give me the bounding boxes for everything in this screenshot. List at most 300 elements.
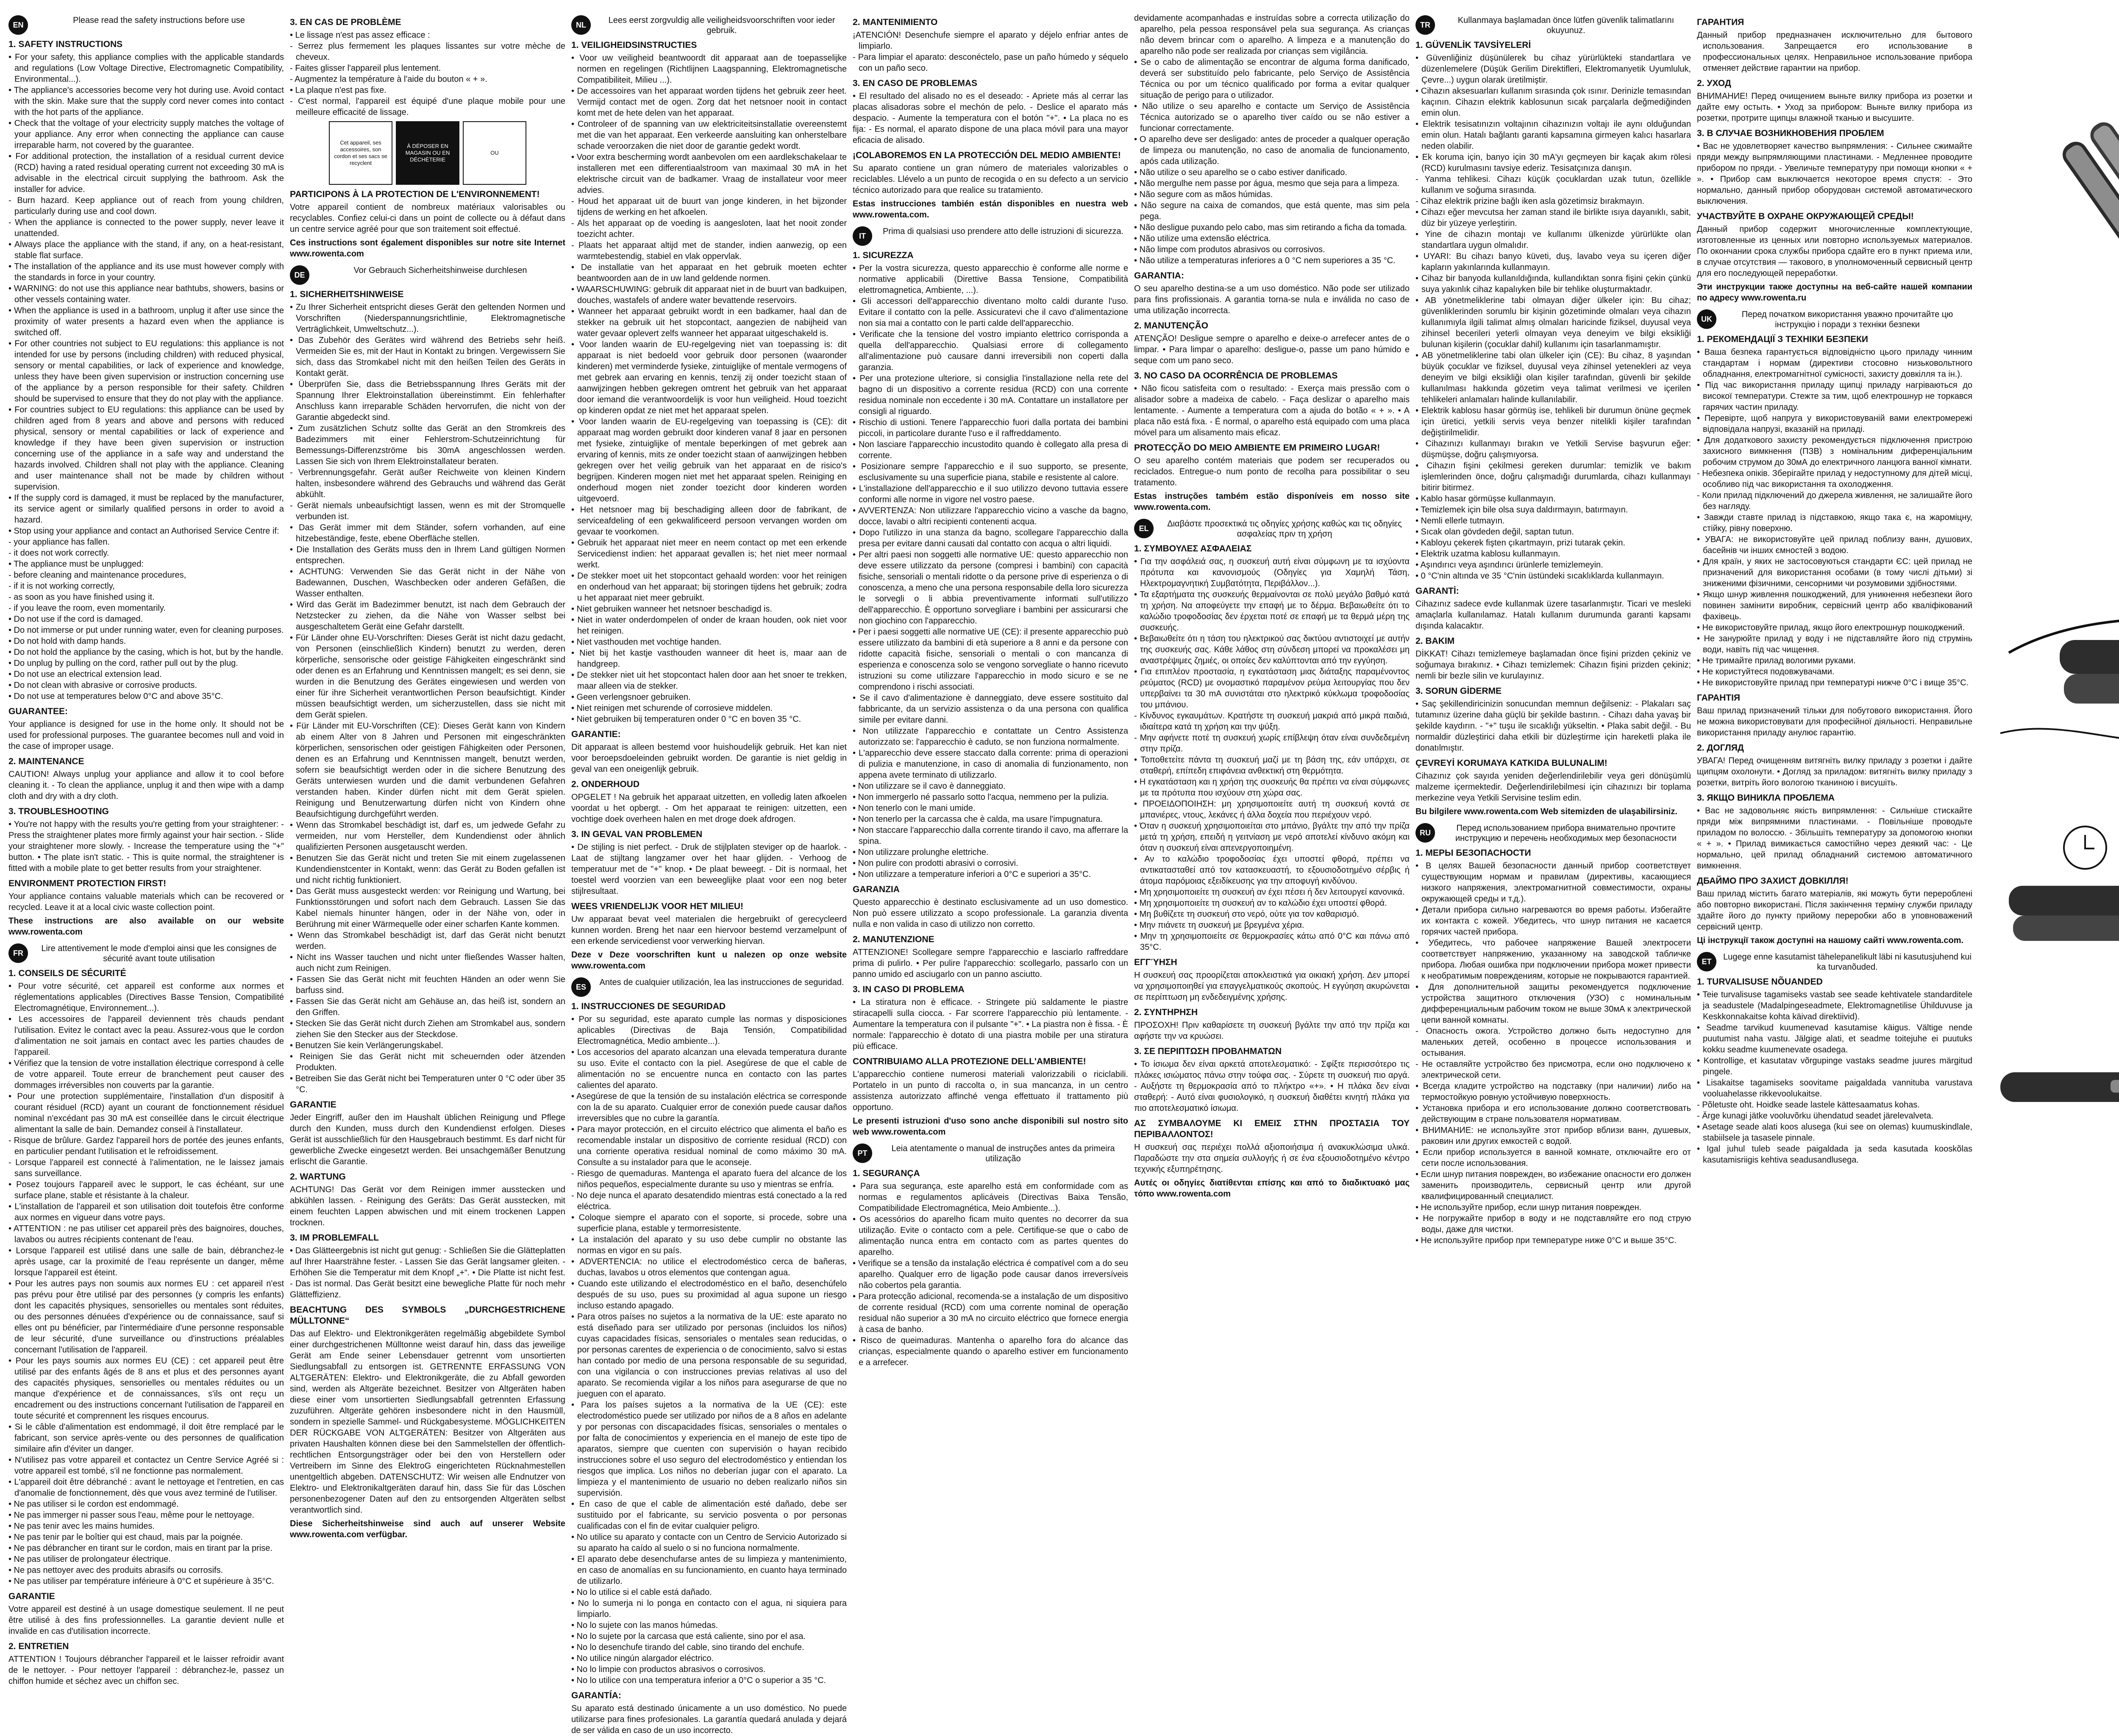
- instruction-line: • Voor extra bescherming wordt aanbevolen om een aardlekschakelaar te installeren met een differentiaalstroom van maximaal 30 mA in het elektrische circuit van de badkamer. Vraag de installateur voor meer advies.: [571, 153, 847, 195]
- subsection-heading: 3. TROUBLESHOOTING: [8, 807, 109, 816]
- instruction-line: - Burn hazard. Keep appliance out of reach from young children, particularly during use and cool down.: [8, 196, 284, 216]
- instruction-line: • Niet in water onderdompelen of onder de kraan houden, ook niet voor het reinigen.: [571, 615, 847, 636]
- instruction-line: • Verificate che la tensione del vostro impianto elettrico corrisponda a quella dell'apparecchio. Qualsiasi errore di collegamento all'alimentazione può causare danni irreversibili non coperti dalla garanzia.: [853, 330, 1128, 372]
- subsection-heading: 2. MANUTENÇÃO: [1134, 321, 1209, 331]
- instruction-line: • Reinigen Sie das Gerät nicht mit scheuernden oder ätzenden Produkten.: [290, 1052, 565, 1072]
- section-heading: 1. VEILIGHEIDSINSTRUCTIES: [571, 40, 697, 50]
- instruction-line: • Não utilize a temperaturas inferiores a 0 °C nem superiores a 35 °C.: [1134, 256, 1396, 265]
- subsection-heading: 2. УХОД: [1697, 78, 1731, 88]
- instruction-line: • Fassen Sie das Gerät nicht am Gehäuse an, das heiß ist, sondern an den Griffen.: [290, 997, 565, 1017]
- instruction-line: Данный прибор предназначен исключительно для бытового использования. Запрещается его использование в профессиональных целях. Неправильное использование прибора отменяет действие гарантии на прибор.: [1697, 31, 1972, 73]
- website-note: Bu bilgilere www.rowenta.com Web sitemizden de ulaşabilirsiniz.: [1415, 807, 1677, 816]
- website-note: Estas instrucciones también están disponibles en nuestra web www.rowenta.com.: [853, 199, 1128, 220]
- subsection-text: OPGELET ! Na gebruik het apparaat uitzetten, en volledig laten afkoelen voordat u het opbergt. - Om het apparaat te reinigen: uitzetten, een vochtige doek overheen halen en met droge doek afdrogen.: [571, 793, 847, 824]
- section-heading: 1. SAFETY INSTRUCTIONS: [8, 39, 123, 49]
- subsection-text: Ваш прилад призначений тільки для побутового використання. Його не можна використовувати для професійної діяльності. Неправильне використання приладу анулює гарантію.: [1697, 706, 1972, 737]
- instruction-line: • For countries subject to EU regulations: this appliance can be used by children aged from 8 years and above and persons with reduced physical, sensory or mental capabilities or lack of experience and knowledge if they have been given supervision or instruction concerning use of the appliance in a safe way and understand the hazards involved. Children shall not play with the appliance. Cleaning and user maintenance shall not be made by children without supervision.: [8, 405, 284, 492]
- subsection-heading: 2. MANUTENZIONE: [853, 935, 934, 944]
- language-section: [1134, 13, 1410, 513]
- subsection-text: CAUTION! Always unplug your appliance and allow it to cool before cleaning it. - To clean the appliance, unplug it and then wipe with a damp cloth and dry with a dry cloth.: [8, 770, 284, 801]
- instruction-line: • Pour les autres pays non soumis aux normes EU : cet appareil n'est pas prévu pour être utilisé par des personnes (y compris les enfants) dont les capacités physiques, sensorielles ou mentales sont réduites, ou des personnes dénuées d'expérience ou de connaissance, sauf si elles ont pu bénéficier, par l'intermédiaire d'une personne responsable de leur sécurité, d'une surveillance ou d'instructions préalables concernant l'utilisation de l'appareil.: [8, 1279, 284, 1355]
- instruction-line: • The appliance's accessories become very hot during use. Avoid contact with the skin. Make sure that the supply cord never comes into contact with the hot parts of the appliance.: [8, 86, 284, 117]
- instruction-line: • 0 °C'nin altında ve 35 °C'nin üstündeki sıcaklıklarda kullanmayın.: [1415, 571, 1664, 581]
- instruction-line: • Τα εξαρτήματα της συσκευής θερμαίνονται σε πολύ μεγάλο βαθμό κατά τη χρήση. Να αποφεύγετε την επαφή με το δέρμα. Βεβαιωθείτε ότι το καλώδιο τροφοδοσίας δεν έρχεται ποτέ σε επαφή με τα θερμά μέρη της συσκευής.: [1134, 590, 1410, 632]
- subsection-text: ACHTUNG! Das Gerät vor dem Reinigen immer ausstecken und abkühlen lassen. - Reinigung des Geräts: Das Gerät ausstecken, mit einem feuchten Lappen abwischen und mit einem trockenen Lappen trocknen.: [290, 1185, 565, 1227]
- instruction-line: • Het netsnoer mag bij beschadiging alleen door de fabrikant, de serviceafdeling of een gekwalificeerd persoon vervangen worden om gevaar te voorkomen.: [571, 505, 847, 537]
- instruction-line: • Posez toujours l'appareil avec le support, le cas échéant, sur une surface plane, stable et résistante à la chaleur.: [8, 1180, 284, 1200]
- instruction-line: • AVVERTENZA: Non utilizzare l'apparecchio vicino a vasche da bagno, docce, lavabi o altri recipienti contenenti acqua.: [853, 506, 1128, 526]
- instruction-line: • Nicht ins Wasser tauchen und nicht unter fließendes Wasser halten, auch nicht zum Reinigen.: [290, 953, 565, 973]
- language-badge: IT: [853, 226, 872, 246]
- subsection-text: Dit apparaat is alleen bestemd voor huishoudelijk gebruik. Het kan niet voor beroepsdoeleinden gebruikt worden. De garantie is niet geldig in geval van een oneigenlijk gebruik.: [571, 743, 847, 774]
- instruction-line: • No utilice su aparato y contacte con un Centro de Servicio Autorizado si su aparato ha caído al suelo o si no funciona normalmente.: [571, 1533, 847, 1553]
- section-heading: 1. РЕКОМЕНДАЦІЇ З ТЕХНІКИ БЕЗПЕКИ: [1697, 334, 1868, 344]
- website-note: Estas instruções também estão disponíveis em nosso site www.rowenta.com.: [1134, 492, 1410, 512]
- instruction-line: • Das Zubehör des Gerätes wird während des Betriebs sehr heiß. Vermeiden Sie es, mit der Haut in Kontakt zu bringen. Vergewissern Sie sich, dass das Stromkabel nicht mit den heißen Teilen des Geräts in Kontakt gerät.: [290, 336, 565, 378]
- language-intro: Перед початком використання уважно прочитайте цю інструкцію і поради з техніки безпеки: [1741, 310, 1953, 329]
- instruction-line: • Cuando este utilizando el electrodoméstico en el baño, desenchúfelo después de su uso, pues su proximidad al agua supone un riesgo incluso estando apagado.: [571, 1279, 847, 1310]
- instruction-line: devidamente acompanhadas e instruídas sobre a correcta utilização do aparelho, pela pessoa responsável pela sua segurança. As crianças não devem brincar com o aparelho. A limpeza e a manutenção do aparelho não pode ser realizada por crianças sem vigilância.: [1134, 14, 1410, 56]
- language-header: [571, 977, 847, 997]
- instruction-line: • Não desligue puxando pelo cabo, mas sim retirando a ficha da tomada.: [1134, 223, 1407, 232]
- instruction-line: • La plaque n'est pas fixe.: [290, 86, 387, 95]
- instruction-line: • Не використовуйте прилад при температурі нижче 0°C і вище 35°C.: [1697, 678, 1969, 687]
- instruction-line: • Os acessórios do aparelho ficam muito quentes no decorrer da sua utilização. Evite o contacto com a pele. Certifique-se que o cabo de alimentação nunca entra em contacto com as partes quentes do aparelho.: [853, 1215, 1128, 1257]
- instruction-line: • Zu Ihrer Sicherheit entspricht dieses Gerät den geltenden Normen und Vorschriften (Niederspannungsrichtlinie, Elektromagnetische Verträglichkeit, Umweltschutz...).: [290, 303, 565, 334]
- instruction-line: • Η εγκατάσταση και η χρήση της συσκευής θα πρέπει να είναι σύμφωνες με τα πρότυπα που ισχύουν στη χώρα σας.: [1134, 777, 1410, 798]
- instruction-line: • Ne pas utiliser par température inférieure à 0°C et supérieure à 35°C.: [8, 1577, 274, 1586]
- instruction-line: • Μη χρησιμοποιείτε τη συσκευή αν το καλώδιο έχει υποστεί φθορά.: [1134, 899, 1387, 908]
- subsection-text: • La stiratura non è efficace. - Stringete più saldamente le piastre stiracapelli sulla ciocca. - Far scorrere l'apparecchio più lentamente. - Aumentare la temperatura con il pulsante "+". • La piastra non è fissa. - È normale: l'apparecchio è dotato di una piastra mobile per una stiratura più efficace.: [853, 998, 1128, 1051]
- instruction-line: • Per la vostra sicurezza, questo apparecchio è conforme alle norme e normative applicabili (Direttive Bassa Tensione, Compatibilità elettromagnetica, Ambiente, ...).: [853, 264, 1128, 295]
- instruction-line: • If the supply cord is damaged, it must be replaced by the manufacturer, its service agent or similarly qualified persons in order to avoid a hazard.: [8, 493, 284, 525]
- instruction-line: • Niet gebruiken bij temperaturen onder 0 °C en boven 35 °C.: [571, 715, 801, 724]
- language-badge: ET: [1697, 952, 1716, 971]
- subsection-heading: 3. ΣΕ ΠΕΡΙΠΤΩΣΗ ΠΡΟΒΛΗΜΑΤΩΝ: [1134, 1046, 1282, 1056]
- instruction-line: • Los accesorios del aparato alcanzan una elevada temperatura durante su uso. Evite el contacto con la piel. Asegúrese de que el cable de alimentación no se encuentre nunca en contacto con las partes calientes del aparato.: [571, 1048, 847, 1090]
- instruction-line: • Для додаткового захисту рекомендується підключення пристрою захисного вимкнення (ПЗВ) з номінальним диференціальним робочим струмом до 30мА до електричного ланцюга ванної кімнати.: [1697, 436, 1972, 467]
- instruction-line: - it does not work correctly.: [8, 548, 109, 558]
- instruction-line: • Sıcak olan gövdeden değil, saptan tutun.: [1415, 527, 1574, 537]
- instruction-line: • Die Installation des Geräts muss den in Ihrem Land gültigen Normen entsprechen.: [290, 545, 565, 565]
- instruction-line: - Als het apparaat op de voeding is aangesloten, laat het nooit zonder toezicht achter.: [571, 219, 847, 239]
- instruction-line: • Wanneer het apparaat gebruikt wordt in een badkamer, haal dan de stekker na gebruik uit het stopcontact, aangezien de nabijheid van water gevaar oplevert zelfs wanneer het apparaat uitgeschakeld is.: [571, 307, 847, 338]
- section-heading: 1. SICUREZZA: [853, 250, 914, 260]
- subsection-heading: GARANTÍA:: [571, 1691, 621, 1700]
- instruction-line: • AB yönetmeliklerine tabi olmayan diğer ülkeler için: Bu cihaz; güvenliklerinden sorumlu bir kişinin gözetiminde olmaları veya cihazın kullanımıyla ilgili talimat almış olmaları haricinde fiziksel, duyusal veya zihinsel becerileri yeterli olmayan veya deneyim ve bilgi eksikliği bulunan kişilerin (çocuklar dahil) kullanımı için tasarlanmamıştır.: [1415, 296, 1691, 349]
- instruction-line: - Gerät niemals unbeaufsichtigt lassen, wenn es mit der Stromquelle verbunden ist.: [290, 501, 565, 521]
- instruction-line: • Voor landen waarin de EU-regelgeving niet van toepassing is: dit apparaat is niet bedoeld voor gebruik door personen (waaronder kinderen) met verminderde fysieke, zintuiglijke of mentale vermogens of met gebrek aan ervaring en kennis, tenzij zij onder toezicht staan of aanwijzingen hebben gekregen omtrent het gebruik van het apparaat door iemand die verantwoordelijk is voor hun veiligheid. Houd toezicht op kinderen opdat ze niet met het apparaat spelen.: [571, 340, 847, 415]
- instruction-line: • Не використовуйте прилад, якщо його електрошнур пошкоджений.: [1697, 623, 1965, 632]
- section-heading: 2. MANTENIMIENTO: [853, 17, 938, 27]
- instruction-line: • Если шнур питания поврежден, во избежание опасности его должен заменить производитель, сервисный центр или другой квалифицированный специалист.: [1415, 1170, 1691, 1201]
- instruction-line: • Se il cavo d'alimentazione è danneggiato, deve essere sostituito dal fabbricante, da un servizio assistenza o da una persona con qualifica simile per evitare danni.: [853, 693, 1128, 725]
- language-section: [853, 1143, 1128, 1368]
- website-note: Le presenti istruzioni d'uso sono anche disponibili sul nostro sito web www.rowenta.com: [853, 1116, 1128, 1137]
- instruction-line: - if it is not working correctly,: [8, 581, 115, 591]
- language-section: [8, 15, 284, 938]
- subsection-text: Jeder Eingriff, außer den im Haushalt üblichen Reinigung und Pflege durch den Kunden, muss durch den Kundendienst erfolgen. Dieses Gerät ist ausschließlich für den Hausgebrauch bestimmt. Es darf nicht für gewerbliche Zwecke eingesetzt werden. Bei unsachgemäßer Benutzung erlischt die Garantie.: [290, 1113, 565, 1166]
- subsection-text: L'apparecchio contiene numerosi materiali valorizzabili o riciclabili. Portatelo in un punto di raccolta o, in sua mancanza, in un centro assistenza autorizzato affinché venga effettuato il trattamento più opportuno.: [853, 1070, 1128, 1112]
- instruction-line: • N'utilisez pas votre appareil et contactez un Centre Service Agréé si : votre appareil est tombé, s'il ne fonctionne pas normalement.: [8, 1455, 284, 1476]
- instruction-line: - Serrez plus fermement les plaques lissantes sur votre mèche de cheveux.: [290, 42, 565, 62]
- subsection-text: ВНИМАНИЕ! Перед очищением выньте вилку прибора из розетки и дайте ему остыть. • Уход за прибором: Выньте вилку прибора из розетки, протрите щипцы влажной тканью и высушите.: [1697, 92, 1972, 123]
- subsection-heading: GUARANTEE:: [8, 707, 68, 716]
- subsection-heading: ENVIRONMENT PROTECTION FIRST!: [8, 879, 167, 888]
- language-section: [1697, 309, 1972, 946]
- instruction-line: • No lo desenchufe tirando del cable, sino tirando del enchufe.: [571, 1643, 804, 1652]
- subsection-heading: 3. SORUN GİDERME: [1415, 686, 1502, 696]
- section-heading: 1. SICHERHEITSHINWEISE: [290, 289, 404, 299]
- section-heading: 1. CONSEILS DE SÉCURITÉ: [8, 968, 126, 978]
- instruction-line: - Plaats het apparaat altijd met de stander, indien aanwezig, op een warmtebestendig, stabiel en vlak oppervlak.: [571, 241, 847, 261]
- instruction-line: • Aşındırıcı veya aşındırıcı ürünlerle temizlemeyin.: [1415, 560, 1603, 570]
- subsection-text: ΠΡΟΣΟΧΗ! Πριν καθαρίσετε τη συσκευή βγάλτε την από την πρίζα και αφήστε την να κρυώσει.: [1134, 1021, 1410, 1041]
- website-note: Deze v Deze voorschriften kunt u nalezen op onze website www.rowenta.com: [571, 950, 847, 971]
- instruction-line: • Dopo l'utilizzo in una stanza da bagno, scollegare l'apparecchio dalla presa per evitare danni causati dal contatto con acqua o altri liquidi.: [853, 528, 1128, 548]
- instruction-line: • No lo sumerja ni lo ponga en contacto con el agua, ni siquiera para limpiarlo.: [571, 1599, 847, 1619]
- language-badge: RU: [1415, 823, 1435, 843]
- instruction-line: • Risco de queimaduras. Mantenha o aparelho fora do alcance das crianças, especialmente quando o aparelho estiver em funcionamento e a arrefecer.: [853, 1336, 1128, 1367]
- language-intro: Please read the safety instructions before use: [73, 16, 245, 25]
- instruction-line: • La instalación del aparato y su uso debe cumplir no obstante las normas en vigor en su país.: [571, 1235, 847, 1255]
- language-header: [290, 265, 565, 285]
- instruction-line: • Niet reinigen met schurende of corrosieve middelen.: [571, 704, 773, 713]
- instruction-line: • Убедитесь, что рабочее напряжение Вашей электросети соответствует напряжению, указанному на заводской табличке прибора. Любая ошибка при подключении прибора может привести к необратимым повреждениям, которые не покрываются гарантией.: [1415, 938, 1691, 981]
- language-header: [1415, 823, 1691, 843]
- instruction-line: - Опасность ожога. Устройство должно быть недоступно для маленьких детей, особенно в процессе использования и остывания.: [1415, 1027, 1691, 1058]
- instruction-line: • Coloque siempre el aparato con el soporte, si procede, sobre una superficie plana, estable y termorresistente.: [571, 1213, 847, 1233]
- instruction-line: • For additional protection, the installation of a residual current device (RCD) having a rated residual operating current not exceeding 30 mA is advisable in the electrical circuit supplying the bathroom. Ask the installer for advice.: [8, 152, 284, 194]
- language-badge: EL: [1134, 519, 1154, 538]
- subsection-heading: 3. IN GEVAL VAN PROBLEMEN: [571, 829, 703, 839]
- instruction-line: - as soon as you have finished using it.: [8, 593, 155, 602]
- instruction-line: - before cleaning and maintenance procedures,: [8, 570, 186, 580]
- instruction-line: • L'apparecchio deve essere staccato dalla corrente: prima di operazioni di pulizia e manutenzione, in caso di anomalia di funzionamento, non appena avete terminato di utilizzarlo.: [853, 748, 1128, 780]
- recycling-pictogram: [290, 121, 565, 185]
- instruction-line: • Para sua segurança, este aparelho está em conformidade com as normas e regulamentos aplicáveis (Directivas Baixa Tensão, Compatibilidade Electromagnética, Meio Ambiente...).: [853, 1182, 1128, 1213]
- text-column: [571, 13, 847, 1735]
- instruction-line: • No utilice ningún alargador eléctrico.: [571, 1654, 714, 1663]
- instruction-line: • Elektrik uzatma kablosu kullanmayın.: [1415, 549, 1560, 559]
- subsection-text: • Saç şekillendiricinizin sonucundan memnun değilseniz: - Plakaları saç tutamınız üzerine daha güçlü bir şekilde bastırın. - Cihazı daha yavaş bir şekilde kaydırın. - "+" tuşu ile sıcaklığı yükseltin. • Plaka sabit değil. - Bu normaldir düzleştirici daha etkili bir düzleştirme için hareketli plaka ile donatılmıştır.: [1415, 699, 1691, 753]
- instruction-line: - if you leave the room, even momentarily.: [8, 604, 166, 613]
- language-intro: Kullanmaya başlamadan önce lütfen güvenlik talimatlarını okuyunuz.: [1457, 16, 1674, 35]
- subsection-heading: GARANTIE: [290, 1100, 336, 1110]
- website-note: Diese Sicherheitshinweise sind auch auf unserer Website www.rowenta.com verfügbar.: [290, 1519, 565, 1539]
- instruction-line: • AB yönetmeliklerine tabi olan ülkeler için (CE): Bu cihaz, 8 yaşından büyük çocuklar ve fiziksel, duyusal veya zihinsel yetenekleri az veya deneyim ve bilgi eksikliği olan kişiler tarafından, güvenli bir şekilde kullanılması hakkında gözetim veya talimat verilmesi ve içerilen tehlikeleri anlamaları halinde kullanılabilir.: [1415, 351, 1691, 404]
- instruction-line: • Überprüfen Sie, dass die Betriebsspannung Ihres Geräts mit der Spannung Ihrer Elektroinstallation übereinstimmt. Ein fehlerhafter Anschluss kann irreparable Schäden hervorrufen, die nicht von der Garantie abgedeckt sind.: [290, 380, 565, 422]
- subsection-text: Questo apparecchio è destinato esclusivamente ad un uso domestico. Non può essere utilizzato a scopo professionale. La garanzia diventa nulla e non valida in caso di utilizzo non corretto.: [853, 898, 1128, 929]
- instruction-line: • L'appareil doit être débranché : avant le nettoyage et l'entretien, en cas d'anomalie de fonctionnement, dès que vous avez terminé de l'utiliser.: [8, 1477, 284, 1498]
- instruction-line: • Elektrik tesisatınızın voltajının cihazınızın voltajı ile aynı olduğundan emin olun. Hatalı bağlantı garanti kapsamına girmeyen kalıcı hasarlara neden olabilir.: [1415, 120, 1691, 151]
- subsection-text: Cihazınız sadece evde kullanmak üzere tasarlanmıştır. Ticari ve mesleki amaçlarla kullanılamaz. Hatalı kullanım durumunda garanti kapsamı dışında kalacaktır.: [1415, 599, 1691, 631]
- recycling-text: À DÉPOSER EN MAGASIN OU EN DÉCHÈTERIE: [396, 121, 459, 185]
- language-section: [290, 265, 565, 1540]
- instruction-line: • Ваша безпека гарантується відповідністю цього приладу чинним стандартам і нормам (директиви стосовно низьковольтного обладнання, електромагнітної сумісності, захисту довкілля та ін.).: [1697, 348, 1972, 379]
- instruction-line: • Non tenerlo per la carcassa che è calda, ma usare l'impugnatura.: [853, 815, 1103, 824]
- subsection-heading: 2. ΣΥΝΤΗΡΗΣΗ: [1134, 1007, 1198, 1017]
- instruction-line: • Le lissage n'est pas assez efficace :: [290, 31, 430, 40]
- instruction-line: • Αν το καλώδιο τροφοδοσίας έχει υποστεί φθορά, πρέπει να αντικατασταθεί από τον κατασκευαστή, το εξουσιοδοτημένο σέρβις ή άτομα παρόμοιας εξειδίκευσης για την αποφυγή κινδύνου.: [1134, 854, 1410, 886]
- instruction-line: • Για την ασφάλειά σας, η συσκευή αυτή είναι σύμφωνη με τα ισχύοντα πρότυπα και κανονισμούς (Οδηγίες για Χαμηλή Τάση, Ηλεκτρομαγνητική Συμβατότητα, Περιβάλλον...).: [1134, 557, 1410, 588]
- instruction-line: - Houd het apparaat uit de buurt van jonge kinderen, in het bijzonder tijdens de werking en het afkoelen.: [571, 197, 847, 217]
- subsection-text: O seu aparelho destina-se a um uso doméstico. Não pode ser utilizado para fins profissionais. A garantia torna-se nula e inválida no caso de uma utilização incorrecta.: [1134, 284, 1410, 315]
- language-intro: Leia atentamente o manual de instruções antes da primeira utilização: [891, 1144, 1115, 1163]
- instruction-line: • Para los países sujetos a la normativa de la UE (CE): este electrodoméstico puede ser utilizado por niños de a 8 años en adelante y por personas con discapacidades físicas, sensoriales o mentales o por falta de conocimientos y experiencia en el manejo de este tipo de aparatos, siempre que cuenten con supervisión o hayan recibido instrucciones sobre el uso seguro del electrodoméstico y entiendan los riesgos que implica. Los niños no deberían jugar con el aparato. La limpieza y el mantenimiento de usuario no deben realizarlo niños sin supervisión.: [571, 1400, 847, 1498]
- instruction-line: • Güvenliğiniz düşünülerek bu cihaz yürürlükteki standartlara ve düzenlemelere (Düşük Gerilim Direktifleri, Elektromanyetik Uyumluluk, Çevre...) uygun olarak üretilmiştir.: [1415, 53, 1691, 85]
- instruction-line: • Fassen Sie das Gerät nicht mit feuchten Händen an oder wenn Sie barfuss sind.: [290, 975, 565, 995]
- instruction-line: - Cihaz elektrik prizine bağlı iken asla gözetimsiz bırakmayın.: [1415, 197, 1645, 206]
- instruction-line: - Risque de brûlure. Gardez l'appareil hors de portée des jeunes enfants, en particulier pendant l'utilisation et le refroidissement.: [8, 1136, 284, 1156]
- instruction-line: • Não segure com as mãos húmidas.: [1134, 190, 1273, 199]
- instruction-line: • Μην τη χρησιμοποιείτε σε θερμοκρασίες κάτω από 0°C και πάνω από 35°C.: [1134, 932, 1410, 952]
- instruction-line: • El aparato debe desenchufarse antes de su limpieza y mantenimiento, en caso de anomalías en su funcionamiento, en cuanto haya terminado de utilizarlo.: [571, 1555, 847, 1586]
- instruction-line: • Rischio di ustioni. Tenere l'apparecchio fuori dalla portata dei bambini piccoli, in particolare durante l'uso e il raffreddamento.: [853, 418, 1128, 438]
- instruction-line: - When the appliance is connected to the power supply, never leave it unattended.: [8, 218, 284, 238]
- subsection-heading: GARANZIA: [853, 885, 900, 894]
- subsection-text: Das auf Elektro- und Elektronikgeräten regelmäßig abgebildete Symbol einer durchgestrichenen Mülltonne weist darauf hin, dass das jeweilige Gerät am Ende seiner Lebensdauer getrennt vom unsortierten Siedlungsabfall zu entsorgen ist. GETRENNTE ERFASSUNG VON ALTGERÄTEN: Elektro- und Elektronikgeräte, die zu Abfall geworden sind, werden als Altgeräte bezeichnet. Besitzer von Altgeräten haben diese einer vom unsortierten Siedlungsabfall getrennten Erfassung zuzuführen. Altgeräte gehören insbesondere nicht in den Hausmüll, sondern in spezielle Sammel- und Rückgabesysteme. MÖGLICHKEITEN DER RÜCKGABE VON ALTGERÄTEN: Besitzer von Altgeräten aus privaten Haushalten können diese bei den Sammelstellen der öffentlich-rechtlichen Entsorgungsträger oder bei den von Herstellern oder Vertreibern im Sinne des ElektroG eingerichteten Rücknahmestellen unentgeltlich abgeben. DATENSCHUTZ: Wir weisen alle Endnutzer von Elektro- und Elektronikaltgeräten darauf hin, dass Sie für das Löschen personenbezogener Daten auf den zu entsorgenden Altgeräten selbst verantwortlich sind.: [290, 1329, 565, 1515]
- instruction-line: • Pour les pays soumis aux normes EU (CE) : cet appareil peut être utilisé par des enfants âgés de 8 ans et plus et des personnes ayant des capacités physiques, sensorielles ou mentales réduites ou un manque d'expérience et de connaissances, s'ils ont reçu un encadrement ou des instructions concernant l'utilisation de l'appareil en toute sécurité et comprennent les risques encourus.: [8, 1356, 284, 1421]
- language-section: [853, 226, 1128, 1138]
- language-header: [1415, 15, 1691, 36]
- instruction-line: • Cihazın fişini çekilmesi gereken durumlar: temizlik ve bakım işlemlerinden önce, doğru çalışmadığı durumlarda, cihazı kullanmayı bitirir bitirmez.: [1415, 461, 1691, 492]
- subsection-text: • You're not happy with the results you're getting from your straightener: - Press the straightener plates more firmly against your hair section. - Slide your straightener more slowly. - Increase the temperature using the "+" button. • The plate isn't static. - This is quite normal, the straightener is fitted with a mobile plate to get better results from your straightener.: [8, 820, 284, 873]
- instruction-line: • Não limpe com produtos abrasivos ou corrosivos.: [1134, 245, 1325, 254]
- instruction-line: - Augmentez la température à l'aide du bouton « + ».: [290, 75, 487, 84]
- instruction-line: • ВНИМАНИЕ: не используйте этот прибор вблизи ванн, душевых, раковин или других емкостей с водой.: [1415, 1126, 1691, 1146]
- section-heading: ГАРАНТИЯ: [1697, 17, 1744, 27]
- subsection-heading: ¡COLABOREMOS EN LA PROTECCIÓN DEL MEDIO AMBIENTE!: [853, 150, 1121, 160]
- instruction-line: • УВАГА: не використовуйте цей прилад поблизу ванн, душових, басейнів чи інших ємностей з водою.: [1697, 535, 1972, 555]
- subsection-heading: GARANTİ:: [1415, 586, 1459, 596]
- instruction-line: • Benutzen Sie das Gerät nicht und treten Sie mit einem zugelassenen Kundendienstcenter in Kontakt, wenn: das Gerät zu Boden gefallen ist und nicht richtig funktioniert.: [290, 854, 565, 885]
- language-section: [290, 17, 565, 259]
- text-column: [1415, 13, 1691, 1691]
- instruction-line: • Wenn das Stromkabel beschädigt ist, darf das Gerät nicht benutzt werden.: [290, 931, 565, 951]
- language-section: [571, 15, 847, 971]
- instruction-line: - your appliance has fallen.: [8, 537, 110, 547]
- instruction-line: • Do not use at temperatures below 0°C and above 35°C.: [8, 692, 223, 701]
- subsection-heading: 2. ENTRETIEN: [8, 1641, 69, 1651]
- language-section: [853, 17, 1128, 220]
- instruction-line: • Si le câble d'alimentation est endommagé, il doit être remplacé par le fabricant, son service après-vente ou des personnes de qualification similaire afin d'éviter un danger.: [8, 1422, 284, 1454]
- instruction-line: - No deje nunca el aparato desatendido mientras está conectado a la red eléctrica.: [571, 1191, 847, 1211]
- language-header: [8, 15, 284, 35]
- subsection-heading: 3. IN CASO DI PROBLEMA: [853, 985, 965, 994]
- instruction-line: • Για επιπλέον προστασία, η εγκατάσταση μιας διάταξης παραμένοντος ρεύματος (RCD) με ονομαστικό παραμένον ρεύμα λειτουργίας που δεν υπερβαίνει τα 30 mA συνιστάται στο ηλεκτρικό κύκλωμα τροφοδοσίας του μπάνιου.: [1134, 667, 1410, 709]
- language-intro: Lire attentivement le mode d'emploi ainsi que les consignes de sécurité avant toute utilisation: [41, 944, 277, 963]
- instruction-line: - Yanma tehlikesi. Cihazı küçük çocuklardan uzak tutun, özellikle kullanım ve soğuma sırasında.: [1415, 175, 1691, 195]
- instruction-line: • UYARI: Bu cihazı banyo küveti, duş, lavabo veya su içeren diğer kapların yakınlarında kullanmayın.: [1415, 252, 1691, 272]
- instruction-line: • Vérifiez que la tension de votre installation électrique correspond à celle de votre appareil. Toute erreur de branchement peut causer des dommages irréversibles non couverts par la garantie.: [8, 1059, 284, 1090]
- instruction-line: • Всегда кладите устройство на подставку (при наличии) либо на термостойкую ровную устойчивую поверхность.: [1415, 1082, 1691, 1102]
- subsection-heading: 2. BAKIM: [1415, 636, 1455, 646]
- instruction-line: • Benutzen Sie kein Verlängerungskabel.: [290, 1041, 443, 1050]
- instruction-line: • For other countries not subject to EU regulations: this appliance is not intended for use by persons (including children) with reduced physical, sensory or mental capabilities, or lack of experience and knowledge, unless they have been given supervision or instruction concerning use of the appliance by a person responsible for their safety. Children should be supervised to ensure that they do not play with the appliance.: [8, 339, 284, 403]
- website-note: Эти инструкции также доступны на веб-сайте нашей компании по адресу www.rowenta.ru: [1697, 282, 1972, 303]
- subsection-heading: GARANTIE: [8, 1591, 55, 1601]
- language-badge: UK: [1697, 309, 1716, 329]
- figure-1-illustration: [1983, 534, 2119, 771]
- instruction-line: • De accessoires van het apparaat worden tijdens het gebruik zeer heet. Vermijd contact met de ogen. Zorg dat het netsnoer nooit in contact komt met de hete delen van het apparaat.: [571, 86, 847, 118]
- instruction-line: • Não segure na caixa de comandos, que está quente, mas sim pela pega.: [1134, 201, 1410, 221]
- instruction-line: • Не используйте прибор при температуре ниже 0°C и выше 35°C.: [1415, 1236, 1677, 1245]
- instruction-line: • Das Gerät immer mit dem Ständer, sofern vorhanden, auf eine hitzebeständige, feste, ebene Oberfläche stellen.: [290, 523, 565, 543]
- subsection-text: • De stijling is niet perfect. - Druk de stijlplaten steviger op de haarlok. - Laat de stijltang langzamer over het haar glijden. - Verhoog de temperatuur met de "+" knop. • De plaat beweegt. - Dit is normaal, het toestel werd voorzien van een beweeglijke plaat voor een nog beter stijlresultaat.: [571, 843, 847, 896]
- instruction-line: • Por su seguridad, este aparato cumple las normas y disposiciones aplicables (Directivas de Baja Tensión, Compatibilidad Electromagnética, Medio ambiente...).: [571, 1015, 847, 1046]
- subsection-text: • Το ίσιωμα δεν είναι αρκετά αποτελεσματικό: - Σφίξτε περισσότερο τις πλάκες ισιώματος πάνω στην τούφα σας. - Σύρετε τη συσκευή πιο αργά. - Αυξήστε τη θερμοκρασία από το πλήκτρο «+». • Η πλάκα δεν είναι σταθερή: - Αυτό είναι φυσιολογικό, η συσκευή διαθέτει κινητή πλάκα για πιο αποτελεσματικό ίσιωμα.: [1134, 1060, 1410, 1113]
- language-section: [571, 977, 847, 1736]
- instruction-line: • The installation of the appliance and its use must however comply with the standards in force in your country.: [8, 262, 284, 282]
- subsection-text: Uw apparaat bevat veel materialen die hergebruikt of gerecycleerd kunnen worden. Breng het naar een hiervoor bestemd verzamelpunt of een erkende servicedienst voor verwerking hiervan.: [571, 915, 847, 946]
- instruction-line: - Не оставляйте устройство без присмотра, если оно подключено к электрической сети.: [1415, 1060, 1691, 1080]
- language-intro: Antes de cualquier utilización, lea las instrucciones de seguridad.: [599, 978, 844, 987]
- subsection-heading: ДБАЙМО ПРО ЗАХИСТ ДОВКІЛЛЯ!: [1697, 876, 1849, 886]
- instruction-line: • Niet vasthouden met vochtige handen.: [571, 637, 721, 647]
- subsection-heading: 2. ONDERHOUD: [571, 779, 640, 789]
- language-header: [1697, 952, 1972, 972]
- instruction-line: • Do not use if the cord is damaged.: [8, 615, 143, 624]
- instruction-line: • En caso de que el cable de alimentación esté dañado, debe ser sustituido por el fabricante, su servicio posventa o por personas cualificadas con el fin de evitar cualquier peligro.: [571, 1500, 847, 1531]
- instruction-line: • Betreiben Sie das Gerät nicht bei Temperaturen unter 0 °C oder über 35 °C.: [290, 1074, 565, 1094]
- instruction-line: • ATTENTION : ne pas utiliser cet appareil près des baignoires, douches, lavabos ou autres récipients contenant de l'eau.: [8, 1224, 284, 1244]
- instruction-line: • Τοποθετείτε πάντα τη συσκευή μαζί με τη βάση της, εάν υπάρχει, σε σταθερή, επίπεδη επιφάνεια ανθεκτική στη θερμότητα.: [1134, 755, 1410, 776]
- instruction-line: • Ne pas nettoyer avec des produits abrasifs ou corrosifs.: [8, 1566, 223, 1575]
- subsection-text: Your appliance contains valuable materials which can be recovered or recycled. Leave it at a local civic waste collection point.: [8, 892, 284, 912]
- instruction-line: • Wenn das Stromkabel beschädigt ist, darf es, um jedwede Gefahr zu vermeiden, nur vom Hersteller, dem Kundendienst oder ähnlich qualifizierten Personen ausgetauscht werden.: [290, 821, 565, 852]
- language-intro: Διαβάστε προσεκτικά τις οδηγίες χρήσης καθώς και τις οδηγίες ασφαλείας πριν τη χρήση: [1167, 519, 1402, 539]
- instruction-line: • Не тримайте прилад вологими руками.: [1697, 656, 1856, 665]
- instruction-line: • Non immergerlo né passarlo sotto l'acqua, nemmeno per la pulizia.: [853, 793, 1109, 802]
- language-intro: Lugege enne kasutamist tähelepanelikult läbi ni kasutusjuhend kui ka turvanõuded.: [1723, 952, 1972, 972]
- instruction-line: • Ne pas utiliser si le cordon est endommagé.: [8, 1500, 179, 1509]
- instruction-line: • Não mergulhe nem passe por água, mesmo que seja para a limpeza.: [1134, 179, 1400, 188]
- subsection-text: ATTENZIONE! Scollegare sempre l'apparecchio e lasciarlo raffreddare prima di pulirlo. • Per pulire l'apparecchio: scollegarlo, passarlo con un panno umido ed asciugarlo con un panno asciutto.: [853, 948, 1128, 979]
- language-intro: Vor Gebrauch Sicherheitshinweise durchlesen: [353, 266, 527, 275]
- subsection-heading: PROTECÇÃO DO MEIO AMBIENTE EM PRIMEIRO LUGAR!: [1134, 443, 1380, 453]
- instruction-line: - Ärge kunagi jätke vooluvõrku ühendatud seadet järelevalveta.: [1697, 1111, 1934, 1121]
- language-badge: DE: [290, 265, 309, 285]
- instruction-line: • Ne pas utiliser de prolongateur électrique.: [8, 1555, 171, 1564]
- instruction-line: • Não utilize o seu aparelho se o cabo estiver danificado.: [1134, 168, 1347, 177]
- instruction-line: • Para otros países no sujetos a la normativa de la UE: este aparato no está diseñado para ser utilizado por personas (incluidos los niños) cuyas capacidades físicas, sensoriales o mentales sean reducidas, o por personas carentes de experiencia o de conocimiento, salvo si estas han contado por medio de una persona responsable de su seguridad, con una vigilancia o con instrucciones previas relativas al uso del aparato. Se recomienda vigilar a los niños para asegurarse de que no jueguen con el aparato.: [571, 1312, 847, 1399]
- instruction-line: • Do not clean with abrasive or corrosive products.: [8, 681, 197, 690]
- instruction-line: • Non lasciare l'apparecchio incustodito quando è collegato alla presa di corrente.: [853, 440, 1128, 460]
- instruction-line: • Kontrollige, et kasutatav võrgupinge vastaks seadme juures märgitud pingele.: [1697, 1056, 1972, 1077]
- instruction-line: • L'installazione dell'apparecchio e il suo utilizzo devono tuttavia essere conformi alle norme in vigore nel vostro paese.: [853, 484, 1128, 504]
- instruction-line: • Для країн, у яких не застосовуються стандарти ЄС: цей прилад не призначений для використання особами (в тому числі дітьми) зі зниженими фізичними, сенсорними чи розумовими здібностями.: [1697, 557, 1972, 588]
- instruction-line: • Igal juhul tuleb seade paigaldada ja seda kasutada kooskõlas kasutamisriigis kehtiva seadusandlusega.: [1697, 1144, 1972, 1165]
- website-note: These instructions are also available on our website www.rowenta.com: [8, 916, 284, 937]
- instruction-line: • De stekker moet uit het stopcontact gehaald worden: voor het reinigen en onderhoud van het apparaat; bij storingen tijdens het gebruik; zodra u het apparaat niet meer gebruikt.: [571, 571, 847, 603]
- section-heading: 1. SEGURANÇA: [853, 1168, 920, 1178]
- instruction-line: • Детали прибора сильно нагреваются во время работы. Избегайте их контакта с кожей. Убедитесь, что шнур питания не касается горячих частей прибора.: [1415, 905, 1691, 937]
- text-column: [290, 13, 565, 1691]
- instruction-line: • Voor landen waarin de EU-regelgeving van toepassing is (CE): dit apparaat mag worden gebruikt door kinderen vanaf 8 jaar en personen met fysieke, zintuiglijke of mentale beperkingen of met gebrek aan ervaring of kennis, mits ze onder toezicht staan of aanwijzingen hebben gekregen over het veilig gebruik van het apparaat en de risico's begrijpen. Kinderen mogen niet met het apparaat spelen. Reiniging en onderhoud mogen niet zonder toezicht door kinderen worden uitgevoerd.: [571, 417, 847, 504]
- subsection-heading: BEACHTUNG DES SYMBOLS „DURCHGESTRICHENE MÜLLTONNE“: [290, 1305, 565, 1326]
- instruction-line: • Voor uw veiligheid beantwoordt dit apparaat aan de toepasselijke normen en regelingen (Richtlijnen Laagspanning, Elektromagnetische Compatibiliteit, Milieu ...).: [571, 53, 847, 85]
- instruction-line: • Non utilizzare a temperature inferiori a 0°C e superiori a 35°C.: [853, 870, 1091, 879]
- instruction-line: • Se o cabo de alimentação se encontrar de alguma forma danificado, deverá ser substituído pelo fabricante, pelo Serviço de Assistência Técnica ou por um técnico qualificado por forma a evitar qualquer situação de perigo para o utilizador.: [1134, 58, 1410, 100]
- subsection-text: Η συσκευή σας περιέχει πολλά αξιοποιήσιμα ή ανακυκλώσιμα υλικά. Παραδώστε την στα σημεία συλλογής ή σε ένα εξουσιοδοτημένο κέντρο τεχνικής εξυπηρέτησης.: [1134, 1143, 1410, 1174]
- subsection-text: Votre appareil est destiné à un usage domestique seulement. Il ne peut être utilisé à des fins professionnelles. La garantie devient nulle et invalide en cas d'utilisation incorrecte.: [8, 1605, 284, 1636]
- instruction-line: • Niet bij het kastje vasthouden wanneer dit heet is, maar aan de handgreep.: [571, 648, 847, 669]
- website-note: Ces instructions sont également disponibles sur notre site Internet www.rowenta.com: [290, 238, 565, 259]
- instruction-line: • Під час використання приладу щипці приладу нагріваються до високої температури. Стежте за тим, щоб електрошнур не торкався гарячих частин приладу.: [1697, 381, 1972, 412]
- instruction-line: • Non utilizzare se il cavo è danneggiato.: [853, 782, 1006, 791]
- instruction-line: • Ne pas immerger ni passer sous l'eau, même pour le nettoyage.: [8, 1511, 254, 1520]
- language-intro: Перед использованием прибора внимательно прочтите инструкцию и перечень необходимых мер безопасности: [1455, 823, 1677, 843]
- instruction-line: • Niet gebruiken wanneer het netsnoer beschadigd is.: [571, 604, 772, 614]
- instruction-line: • Ne pas tenir avec les mains humides.: [8, 1522, 155, 1531]
- section-heading: 1. INSTRUCCIONES DE SEGURIDAD: [571, 1002, 726, 1011]
- instruction-line: • Do not use an electrical extension lead.: [8, 670, 162, 679]
- section-heading: 1. GÜVENLİK TAVSİYELERİ: [1415, 40, 1531, 50]
- instruction-line: - Riesgo de quemaduras. Mantenga el aparato fuera del alcance de los niños pequeños, especialmente durante su uso y mientras se enfría.: [571, 1169, 847, 1189]
- instruction-line: • Wird das Gerät im Badezimmer benutzt, ist nach dem Gebrauch der Netzstecker zu ziehen, da die Nähe von Wasser selbst bei ausgeschaltetem Gerät eine Gefahr darstellt.: [290, 600, 565, 632]
- subsection-heading: 2. MAINTENANCE: [8, 757, 84, 766]
- instruction-line: • WAARSCHUWING: gebruik dit apparaat niet in de buurt van badkuipen, douches, wastafels of andere water bevattende reservoirs.: [571, 285, 847, 305]
- instruction-line: - Коли прилад підключений до джерела живлення, не залишайте його без нагляду.: [1697, 491, 1972, 511]
- instruction-line: • Teie turvalisuse tagamiseks vastab see seade kehtivatele standarditele ja seadustele (Madalpingeseadmete, Elektromagnetilise Ühilduvuse ja Keskkonnakaitse kohta käivad direktiivid).: [1697, 990, 1972, 1021]
- subsection-text: • Вас не задовольняє якість випрямлення: - Сильніше стискайте пряди між випрямними пластинами. - Повільніше проводьте приладом по волоссю. - Збільшіть температуру за допомогою кнопки « + ». • Прилад вимикається самостійно через деякий час: - Це нормально, цей прилад обладнаний системою автоматичного вимкнення.: [1697, 806, 1972, 871]
- subsection-text: Cihazınız çok sayıda yeniden değerlendirilebilir veya geri dönüşümlü malzeme içermektedir. Değerlendirilebilmesi için cihazınızı bir toplama merkezine veya Yetkili Servisine teslim edin.: [1415, 771, 1691, 803]
- instruction-line: - Faites glisser l'appareil plus lentement.: [290, 64, 441, 73]
- instruction-line: • Temizlemek için bile olsa suya daldırmayın, batırmayın.: [1415, 505, 1628, 515]
- subsection-text: • El resultado del alisado no es el deseado: - Apriete más al cerrar las placas alisadoras sobre el mechón de pelo. - Deslice el aparato más despacio. - Aumente la temperatura con el botón "+". • La placa no es fija: - Es normal, el aparato dispone de una placa móvil para una mayor eficacia de alisado.: [853, 92, 1128, 145]
- instruction-line: • Μη χρησιμοποιείτε τη συσκευή αν έχει πέσει ή δεν λειτουργεί κανονικά.: [1134, 887, 1405, 897]
- recycling-text: Cet appareil, ses accessoires, son cordon et ses sacs se recyclent: [329, 121, 392, 185]
- subsection-heading: УЧАСТВУЙТЕ В ОХРАНЕ ОКРУЖАЮЩЕЙ СРЕДЫ!: [1697, 211, 1914, 221]
- instruction-line: • Якщо шнур живлення пошкоджений, для уникнення небезпеки його повинен замінити виробник, сервісний центр або кваліфікований фахівець.: [1697, 590, 1972, 621]
- instruction-line: • Não utilize o seu aparelho e contacte um Serviço de Assistência Técnica autorizado se o aparelho tiver caído ou se não estiver a funcionar correctamente.: [1134, 102, 1410, 133]
- language-section: [1697, 17, 1972, 303]
- instruction-line: • Βεβαιωθείτε ότι η τάση του ηλεκτρικού σας δικτύου αντιστοιχεί με αυτήν της συσκευής σας. Κάθε λάθος στη σύνδεση μπορεί να προκαλέσει μη αναστρέψιμες ζημιές, οι οποίες δεν καλύπτονται από την εγγύηση.: [1134, 634, 1410, 665]
- instruction-line: • Non pulire con prodotti abrasivi o corrosivi.: [853, 859, 1018, 868]
- subsection-text: Votre appareil contient de nombreux matériaux valorisables ou recyclables. Confiez celui-ci dans un point de collecte ou à défaut dans un centre service agréé pour que son traitement soit effectué.: [290, 203, 565, 234]
- instruction-line: • Les accessoires de l'appareil deviennent très chauds pendant l'utilisation. Evitez le contact avec la peau. Assurez-vous que le cordon d'alimentation ne soit jamais en contact avec les parties chaudes de l'appareil.: [8, 1015, 284, 1057]
- instruction-line: ¡ATENCIÓN! Desenchufe siempre el aparato y déjelo enfriar antes de limpiarlo.: [853, 31, 1128, 51]
- instruction-line: • Cihazı eğer mevcutsa her zaman stand ile birlikte ısıya dayanıklı, sabit, düz bir yüzeye yerleştirin.: [1415, 208, 1691, 228]
- instruction-line: • Ne pas tenir par le boîtier qui est chaud, mais par la poignée.: [8, 1533, 243, 1542]
- instruction-line: • Μην πιάνετε τη συσκευή με βρεγμένα χέρια.: [1134, 921, 1304, 930]
- subsection-text: Su aparato está destinado únicamente a un uso doméstico. No puede utilizarse para fines profesionales. La garantía quedará anulada y dejará de ser válida en caso de un uso incorrecto.: [571, 1704, 847, 1735]
- subsection-text: O seu aparelho contém materiais que podem ser recuperados ou reciclados. Entregue-o num ponto de recolha para possibilitar o seu tratamento.: [1134, 456, 1410, 487]
- subsection-text: Η συσκευή σας προορίζεται αποκλειστικά για οικιακή χρήση. Δεν μπορεί να χρησιμοποιηθεί για επαγγελματικούς σκοπούς. Η εγγύηση ακυρώνεται σε περίπτωση μη ενδεδειγμένης χρήσης.: [1134, 971, 1410, 1002]
- instruction-line: • Check that the voltage of your electricity supply matches the voltage of your appliance. Any error when connecting the appliance can cause irreparable harm, not covered by the guarantee.: [8, 119, 284, 150]
- language-intro: Prima di qualsiasi uso prendere atto delle istruzioni di sicurezza.: [882, 227, 1124, 236]
- instruction-line: • Lorsque l'appareil est utilisé dans une salle de bain, débranchez-le après usage, car la proximité de l'eau représente un danger, même lorsque l'appareil est éteint.: [8, 1246, 284, 1277]
- instruction-line: • Elektrik kablosu hasar görmüş ise, tehlikeli bir durumun önüne geçmek için üretici, yetkili servis veya benzer nitelikli kişiler tarafından değiştirilmelidir.: [1415, 406, 1691, 437]
- instruction-line: • Verifique se a tensão da instalação eléctrica é compatível com a do seu aparelho. Qualquer erro de ligação pode causar danos irreversíveis não cobertos pela garantia.: [853, 1259, 1128, 1290]
- subsection-text: • Não ficou satisfeita com o resultado: - Exerça mais pressão com o alisador sobre a madeixa de cabelo. - Faça deslizar o aparelho mais lentamente. - Aumente a temperatura com a ajuda do botão « + ». • A placa não está fixa. - É normal, o aparelho está equipado com uma placa móvel para um alisamento mais eficaz.: [1134, 384, 1410, 437]
- language-badge: NL: [571, 15, 591, 35]
- instruction-line: - Põletuste oht. Hoidke seade lastele kättesaamatus kohas.: [1697, 1100, 1920, 1110]
- language-section: [8, 943, 284, 1687]
- instruction-line: • WARNING: do not use this appliance near bathtubs, showers, basins or other vessels containing water.: [8, 284, 284, 304]
- subsection-heading: PARTICIPONS À LA PROTECTION DE L'ENVIRONNEMENT!: [290, 189, 540, 199]
- instruction-line: • Cihazınızı kullanmayı bırakın ve Yetkili Servise başvurun eğer: düşmüşse, doğru çalışmıyorsa.: [1415, 439, 1691, 459]
- subsection-heading: 3. ЯКЩО ВИНИКЛА ПРОБЛЕМА: [1697, 793, 1835, 803]
- instruction-line: • No lo utilice con una temperatura inferior a 0°C o superior a 35 °C.: [571, 1676, 826, 1685]
- instruction-line: • Kabloyu çekerek fişten çıkartmayın, prizi tutarak çekin.: [1415, 538, 1625, 548]
- instruction-line: - Lorsque l'appareil est connecté à l'alimentation, ne le laissez jamais sans surveillance.: [8, 1158, 284, 1178]
- instruction-line: • Do not hold the appliance by the casing, which is hot, but by the handle.: [8, 648, 284, 657]
- instruction-line: - Μην αφήνετε ποτέ τη συσκευή χωρίς επίβλεψη όταν είναι συνδεδεμένη στην πρίζα.: [1134, 733, 1410, 754]
- instruction-line: • Seadme tarvikud kuumenevad kasutamise käigus. Vältige nende puutumist naha vastu. Jälgige alati, et seadme toitejuhe ei puutuks kokku seadme kuumenevate osadega.: [1697, 1023, 1972, 1054]
- instruction-line: • No lo utilice si el cable está dañado.: [571, 1588, 712, 1597]
